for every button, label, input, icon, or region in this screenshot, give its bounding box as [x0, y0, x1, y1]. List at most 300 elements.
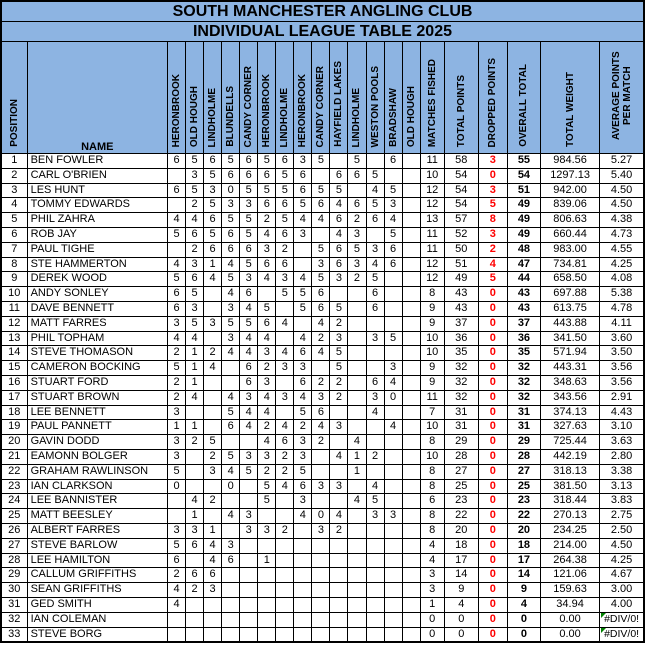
total-weight-cell[interactable]: 381.50 — [540, 479, 599, 494]
venue-score-cell[interactable]: 5 — [240, 257, 258, 272]
venue-score-cell[interactable]: 5 — [330, 346, 348, 361]
venue-score-cell[interactable]: 3 — [294, 154, 312, 169]
venue-score-cell[interactable] — [204, 405, 222, 420]
venue-score-cell[interactable]: 3 — [276, 390, 294, 405]
venue-score-cell[interactable] — [204, 420, 222, 435]
venue-score-cell[interactable]: 6 — [168, 183, 186, 198]
average-points-cell[interactable]: 4.38 — [600, 213, 644, 228]
position-cell[interactable]: 27 — [1, 538, 27, 553]
venue-score-cell[interactable] — [384, 627, 402, 642]
venue-score-cell[interactable]: 5 — [186, 316, 204, 331]
venue-score-cell[interactable]: 3 — [330, 420, 348, 435]
name-cell[interactable]: IAN COLEMAN — [27, 612, 167, 627]
venue-score-cell[interactable]: 6 — [168, 553, 186, 568]
dropped-points-cell[interactable]: 0 — [478, 331, 507, 346]
venue-score-cell[interactable]: 6 — [276, 154, 294, 169]
column-header-dropped-points[interactable] — [478, 42, 507, 154]
column-header-old-hough[interactable] — [186, 42, 204, 154]
venue-score-cell[interactable]: 6 — [366, 213, 384, 228]
venue-score-cell[interactable]: 4 — [276, 346, 294, 361]
venue-score-cell[interactable]: 2 — [186, 583, 204, 598]
venue-score-cell[interactable] — [240, 435, 258, 450]
venue-score-cell[interactable] — [222, 494, 240, 509]
total-weight-cell[interactable]: 613.75 — [540, 301, 599, 316]
venue-score-cell[interactable]: 5 — [312, 242, 330, 257]
total-points-cell[interactable]: 0 — [444, 627, 478, 642]
venue-score-cell[interactable] — [276, 301, 294, 316]
venue-score-cell[interactable]: 4 — [384, 420, 402, 435]
venue-score-cell[interactable] — [402, 627, 420, 642]
venue-score-cell[interactable]: 5 — [312, 154, 330, 169]
overall-total-cell[interactable]: 31 — [507, 405, 540, 420]
venue-score-cell[interactable]: 5 — [222, 316, 240, 331]
total-weight-cell[interactable]: 318.13 — [540, 464, 599, 479]
venue-score-cell[interactable]: 5 — [294, 301, 312, 316]
dropped-points-cell[interactable]: 0 — [478, 612, 507, 627]
name-cell[interactable]: STUART FORD — [27, 375, 167, 390]
venue-score-cell[interactable] — [384, 346, 402, 361]
total-points-cell[interactable]: 49 — [444, 272, 478, 287]
position-cell[interactable]: 10 — [1, 287, 27, 302]
average-points-cell[interactable]: 4.55 — [600, 242, 644, 257]
venue-score-cell[interactable]: 6 — [240, 361, 258, 376]
venue-score-cell[interactable] — [330, 287, 348, 302]
position-cell[interactable]: 15 — [1, 361, 27, 376]
name-cell[interactable]: LES HUNT — [27, 183, 167, 198]
matches-fished-cell[interactable]: 10 — [420, 420, 444, 435]
dropped-points-cell[interactable]: 0 — [478, 168, 507, 183]
name-cell[interactable]: STUART BROWN — [27, 390, 167, 405]
venue-score-cell[interactable]: 3 — [222, 198, 240, 213]
overall-total-cell[interactable]: 17 — [507, 553, 540, 568]
overall-total-cell[interactable]: 51 — [507, 183, 540, 198]
overall-total-cell[interactable]: 32 — [507, 390, 540, 405]
venue-score-cell[interactable]: 4 — [168, 597, 186, 612]
venue-score-cell[interactable]: 4 — [258, 435, 276, 450]
venue-score-cell[interactable]: 1 — [348, 464, 366, 479]
overall-total-cell[interactable]: 35 — [507, 346, 540, 361]
matches-fished-cell[interactable]: 12 — [420, 183, 444, 198]
venue-score-cell[interactable] — [312, 553, 330, 568]
venue-score-cell[interactable] — [222, 375, 240, 390]
venue-score-cell[interactable] — [348, 523, 366, 538]
column-header-heronbrook[interactable] — [168, 42, 186, 154]
venue-score-cell[interactable] — [348, 553, 366, 568]
overall-total-cell[interactable]: 55 — [507, 154, 540, 169]
venue-score-cell[interactable] — [312, 361, 330, 376]
dropped-points-cell[interactable]: 0 — [478, 509, 507, 524]
venue-score-cell[interactable]: 6 — [312, 405, 330, 420]
average-points-cell[interactable]: 4.11 — [600, 316, 644, 331]
dropped-points-cell[interactable]: 5 — [478, 272, 507, 287]
venue-score-cell[interactable]: 3 — [258, 346, 276, 361]
average-points-cell[interactable]: 3.50 — [600, 346, 644, 361]
venue-score-cell[interactable]: 4 — [294, 213, 312, 228]
venue-score-cell[interactable]: 6 — [312, 301, 330, 316]
venue-score-cell[interactable]: 6 — [384, 257, 402, 272]
matches-fished-cell[interactable]: 3 — [420, 583, 444, 598]
venue-score-cell[interactable] — [348, 316, 366, 331]
venue-score-cell[interactable]: 4 — [312, 420, 330, 435]
average-points-cell[interactable]: 3.83 — [600, 494, 644, 509]
venue-score-cell[interactable] — [330, 612, 348, 627]
venue-score-cell[interactable]: 6 — [330, 242, 348, 257]
venue-score-cell[interactable]: 4 — [240, 301, 258, 316]
venue-score-cell[interactable]: 5 — [384, 183, 402, 198]
venue-score-cell[interactable] — [366, 420, 384, 435]
venue-score-cell[interactable] — [294, 627, 312, 642]
venue-score-cell[interactable] — [240, 479, 258, 494]
venue-score-cell[interactable]: 5 — [186, 154, 204, 169]
name-cell[interactable]: PHIL ZAHRA — [27, 213, 167, 228]
name-cell[interactable]: IAN CLARKSON — [27, 479, 167, 494]
venue-score-cell[interactable] — [402, 494, 420, 509]
venue-score-cell[interactable]: 2 — [204, 494, 222, 509]
venue-score-cell[interactable] — [330, 538, 348, 553]
venue-score-cell[interactable]: 6 — [384, 242, 402, 257]
venue-score-cell[interactable] — [222, 597, 240, 612]
matches-fished-cell[interactable]: 1 — [420, 597, 444, 612]
venue-score-cell[interactable]: 6 — [222, 168, 240, 183]
venue-score-cell[interactable]: 3 — [258, 449, 276, 464]
venue-score-cell[interactable]: 6 — [330, 257, 348, 272]
venue-score-cell[interactable]: 4 — [330, 449, 348, 464]
venue-score-cell[interactable]: 5 — [240, 183, 258, 198]
overall-total-cell[interactable]: 54 — [507, 168, 540, 183]
venue-score-cell[interactable]: 4 — [222, 257, 240, 272]
column-header-heronbrook[interactable] — [258, 42, 276, 154]
dropped-points-cell[interactable]: 0 — [478, 361, 507, 376]
venue-score-cell[interactable] — [240, 597, 258, 612]
venue-score-cell[interactable] — [222, 435, 240, 450]
venue-score-cell[interactable]: 3 — [240, 390, 258, 405]
venue-score-cell[interactable] — [186, 597, 204, 612]
venue-score-cell[interactable] — [348, 538, 366, 553]
matches-fished-cell[interactable]: 9 — [420, 375, 444, 390]
total-points-cell[interactable]: 54 — [444, 198, 478, 213]
venue-score-cell[interactable]: 6 — [186, 538, 204, 553]
venue-score-cell[interactable] — [348, 597, 366, 612]
dropped-points-cell[interactable]: 0 — [478, 494, 507, 509]
venue-score-cell[interactable] — [204, 597, 222, 612]
venue-score-cell[interactable]: 5 — [366, 168, 384, 183]
venue-score-cell[interactable]: 4 — [276, 420, 294, 435]
venue-score-cell[interactable]: 3 — [294, 361, 312, 376]
venue-score-cell[interactable] — [222, 627, 240, 642]
venue-score-cell[interactable]: 5 — [240, 227, 258, 242]
overall-total-cell[interactable]: 43 — [507, 301, 540, 316]
total-points-cell[interactable]: 27 — [444, 464, 478, 479]
venue-score-cell[interactable]: 6 — [348, 198, 366, 213]
venue-score-cell[interactable] — [402, 272, 420, 287]
name-cell[interactable]: CARL O'BRIEN — [27, 168, 167, 183]
position-cell[interactable]: 30 — [1, 583, 27, 598]
average-points-cell[interactable]: 2.80 — [600, 449, 644, 464]
venue-score-cell[interactable]: 1 — [186, 346, 204, 361]
venue-score-cell[interactable]: 4 — [330, 509, 348, 524]
total-weight-cell[interactable]: 806.63 — [540, 213, 599, 228]
venue-score-cell[interactable] — [330, 583, 348, 598]
venue-score-cell[interactable]: 6 — [258, 198, 276, 213]
overall-total-cell[interactable]: 44 — [507, 272, 540, 287]
venue-score-cell[interactable] — [312, 227, 330, 242]
venue-score-cell[interactable] — [402, 612, 420, 627]
venue-score-cell[interactable]: 4 — [204, 553, 222, 568]
venue-score-cell[interactable] — [330, 494, 348, 509]
name-cell[interactable]: GED SMITH — [27, 597, 167, 612]
venue-score-cell[interactable]: 6 — [240, 242, 258, 257]
venue-score-cell[interactable] — [366, 523, 384, 538]
venue-score-cell[interactable]: 5 — [276, 213, 294, 228]
venue-score-cell[interactable]: 4 — [186, 331, 204, 346]
total-points-cell[interactable]: 17 — [444, 553, 478, 568]
overall-total-cell[interactable]: 9 — [507, 583, 540, 598]
venue-score-cell[interactable] — [222, 612, 240, 627]
venue-score-cell[interactable] — [294, 523, 312, 538]
venue-score-cell[interactable]: 2 — [294, 420, 312, 435]
overall-total-cell[interactable]: 43 — [507, 287, 540, 302]
position-cell[interactable]: 17 — [1, 390, 27, 405]
venue-score-cell[interactable]: 4 — [366, 405, 384, 420]
average-points-cell[interactable]: 4.78 — [600, 301, 644, 316]
venue-score-cell[interactable] — [240, 494, 258, 509]
matches-fished-cell[interactable]: 8 — [420, 509, 444, 524]
venue-score-cell[interactable]: 5 — [222, 213, 240, 228]
venue-score-cell[interactable] — [366, 435, 384, 450]
venue-score-cell[interactable] — [276, 494, 294, 509]
venue-score-cell[interactable] — [204, 509, 222, 524]
venue-score-cell[interactable]: 6 — [222, 227, 240, 242]
venue-score-cell[interactable] — [402, 375, 420, 390]
position-cell[interactable]: 14 — [1, 346, 27, 361]
venue-score-cell[interactable] — [330, 154, 348, 169]
venue-score-cell[interactable]: 6 — [258, 168, 276, 183]
dropped-points-cell[interactable]: 2 — [478, 242, 507, 257]
name-cell[interactable]: DAVE BENNETT — [27, 301, 167, 316]
venue-score-cell[interactable]: 6 — [168, 301, 186, 316]
venue-score-cell[interactable] — [294, 583, 312, 598]
average-points-cell[interactable]: 3.13 — [600, 479, 644, 494]
venue-score-cell[interactable] — [348, 420, 366, 435]
venue-score-cell[interactable]: 3 — [168, 316, 186, 331]
venue-score-cell[interactable]: 3 — [168, 449, 186, 464]
total-points-cell[interactable]: 57 — [444, 213, 478, 228]
total-weight-cell[interactable]: 660.44 — [540, 227, 599, 242]
venue-score-cell[interactable]: 5 — [258, 183, 276, 198]
venue-score-cell[interactable] — [402, 287, 420, 302]
average-points-cell[interactable]: 2.50 — [600, 523, 644, 538]
venue-score-cell[interactable] — [402, 227, 420, 242]
total-weight-cell[interactable]: 1297.13 — [540, 168, 599, 183]
average-points-cell[interactable]: 4.73 — [600, 227, 644, 242]
venue-score-cell[interactable] — [366, 627, 384, 642]
venue-score-cell[interactable]: 6 — [240, 375, 258, 390]
venue-score-cell[interactable] — [276, 405, 294, 420]
column-header-bradshaw[interactable] — [384, 42, 402, 154]
total-weight-cell[interactable]: 264.38 — [540, 553, 599, 568]
venue-score-cell[interactable]: 6 — [204, 568, 222, 583]
total-weight-cell[interactable]: 658.50 — [540, 272, 599, 287]
venue-score-cell[interactable]: 6 — [276, 198, 294, 213]
venue-score-cell[interactable]: 2 — [330, 316, 348, 331]
venue-score-cell[interactable] — [348, 405, 366, 420]
venue-score-cell[interactable] — [168, 198, 186, 213]
matches-fished-cell[interactable]: 3 — [420, 568, 444, 583]
venue-score-cell[interactable]: 3 — [312, 523, 330, 538]
venue-score-cell[interactable]: 3 — [330, 479, 348, 494]
venue-score-cell[interactable] — [402, 168, 420, 183]
position-cell[interactable]: 25 — [1, 509, 27, 524]
venue-score-cell[interactable] — [402, 435, 420, 450]
venue-score-cell[interactable]: 3 — [222, 331, 240, 346]
position-cell[interactable]: 22 — [1, 464, 27, 479]
venue-score-cell[interactable]: 4 — [240, 346, 258, 361]
venue-score-cell[interactable]: 2 — [168, 568, 186, 583]
total-weight-cell[interactable]: 725.44 — [540, 435, 599, 450]
venue-score-cell[interactable]: 3 — [312, 479, 330, 494]
overall-total-cell[interactable]: 0 — [507, 627, 540, 642]
dropped-points-cell[interactable]: 0 — [478, 390, 507, 405]
venue-score-cell[interactable] — [222, 568, 240, 583]
venue-score-cell[interactable]: 3 — [222, 301, 240, 316]
venue-score-cell[interactable]: 2 — [258, 420, 276, 435]
venue-score-cell[interactable]: 1 — [186, 361, 204, 376]
venue-score-cell[interactable]: 2 — [312, 375, 330, 390]
venue-score-cell[interactable]: 3 — [294, 227, 312, 242]
venue-score-cell[interactable] — [402, 316, 420, 331]
overall-total-cell[interactable]: 32 — [507, 361, 540, 376]
venue-score-cell[interactable]: 2 — [312, 435, 330, 450]
venue-score-cell[interactable] — [348, 390, 366, 405]
venue-score-cell[interactable]: 4 — [312, 316, 330, 331]
average-points-cell[interactable]: 3.00 — [600, 583, 644, 598]
column-header-weston-pools[interactable] — [366, 42, 384, 154]
venue-score-cell[interactable] — [366, 568, 384, 583]
venue-score-cell[interactable]: 6 — [204, 154, 222, 169]
position-cell[interactable]: 8 — [1, 257, 27, 272]
venue-score-cell[interactable] — [348, 361, 366, 376]
venue-score-cell[interactable] — [312, 168, 330, 183]
venue-score-cell[interactable] — [222, 361, 240, 376]
venue-score-cell[interactable] — [402, 213, 420, 228]
name-cell[interactable]: LEE BANNISTER — [27, 494, 167, 509]
venue-score-cell[interactable]: 3 — [240, 449, 258, 464]
name-cell[interactable]: ALBERT FARRES — [27, 523, 167, 538]
venue-score-cell[interactable] — [276, 509, 294, 524]
venue-score-cell[interactable]: 6 — [348, 168, 366, 183]
venue-score-cell[interactable]: 4 — [258, 405, 276, 420]
average-points-cell[interactable] — [600, 612, 644, 627]
venue-score-cell[interactable] — [348, 568, 366, 583]
venue-score-cell[interactable]: 4 — [240, 420, 258, 435]
venue-score-cell[interactable]: 3 — [168, 435, 186, 450]
venue-score-cell[interactable]: 6 — [366, 287, 384, 302]
total-points-cell[interactable]: 4 — [444, 597, 478, 612]
venue-score-cell[interactable]: 5 — [186, 287, 204, 302]
venue-score-cell[interactable] — [204, 287, 222, 302]
venue-score-cell[interactable]: 4 — [312, 346, 330, 361]
venue-score-cell[interactable]: 3 — [330, 331, 348, 346]
venue-score-cell[interactable] — [384, 494, 402, 509]
average-points-cell[interactable]: 4.67 — [600, 568, 644, 583]
venue-score-cell[interactable] — [348, 346, 366, 361]
position-cell[interactable]: 26 — [1, 523, 27, 538]
venue-score-cell[interactable] — [276, 612, 294, 627]
name-cell[interactable]: GRAHAM RAWLINSON — [27, 464, 167, 479]
venue-score-cell[interactable] — [384, 553, 402, 568]
venue-score-cell[interactable] — [402, 568, 420, 583]
venue-score-cell[interactable] — [348, 183, 366, 198]
venue-score-cell[interactable]: 6 — [294, 168, 312, 183]
venue-score-cell[interactable]: 5 — [240, 316, 258, 331]
venue-score-cell[interactable]: 5 — [168, 227, 186, 242]
column-header-hayfield-lakes[interactable] — [330, 42, 348, 154]
matches-fished-cell[interactable]: 11 — [420, 227, 444, 242]
overall-total-cell[interactable]: 48 — [507, 242, 540, 257]
column-header-lindholme[interactable] — [204, 42, 222, 154]
average-points-cell[interactable]: 4.50 — [600, 198, 644, 213]
venue-score-cell[interactable] — [258, 509, 276, 524]
dropped-points-cell[interactable]: 0 — [478, 627, 507, 642]
venue-score-cell[interactable] — [384, 612, 402, 627]
venue-score-cell[interactable] — [384, 523, 402, 538]
total-weight-cell[interactable]: 734.81 — [540, 257, 599, 272]
name-cell[interactable]: STE HAMMERTON — [27, 257, 167, 272]
average-points-cell[interactable]: 3.38 — [600, 464, 644, 479]
venue-score-cell[interactable]: 4 — [186, 390, 204, 405]
venue-score-cell[interactable]: 6 — [276, 435, 294, 450]
average-points-cell[interactable]: 5.40 — [600, 168, 644, 183]
position-cell[interactable]: 32 — [1, 612, 27, 627]
venue-score-cell[interactable] — [402, 509, 420, 524]
venue-score-cell[interactable]: 6 — [366, 301, 384, 316]
dropped-points-cell[interactable]: 0 — [478, 523, 507, 538]
venue-score-cell[interactable] — [402, 523, 420, 538]
venue-score-cell[interactable]: 3 — [186, 168, 204, 183]
venue-score-cell[interactable]: 5 — [222, 449, 240, 464]
total-points-cell[interactable]: 37 — [444, 316, 478, 331]
venue-score-cell[interactable] — [258, 568, 276, 583]
matches-fished-cell[interactable]: 12 — [420, 257, 444, 272]
total-weight-cell[interactable]: 348.63 — [540, 375, 599, 390]
venue-score-cell[interactable]: 2 — [276, 523, 294, 538]
venue-score-cell[interactable]: 3 — [240, 509, 258, 524]
total-points-cell[interactable]: 35 — [444, 346, 478, 361]
venue-score-cell[interactable]: 5 — [294, 287, 312, 302]
venue-score-cell[interactable] — [240, 553, 258, 568]
average-points-cell[interactable]: 3.56 — [600, 375, 644, 390]
position-cell[interactable]: 7 — [1, 242, 27, 257]
total-weight-cell[interactable]: 984.56 — [540, 154, 599, 169]
matches-fished-cell[interactable]: 11 — [420, 390, 444, 405]
venue-score-cell[interactable]: 2 — [168, 390, 186, 405]
total-weight-cell[interactable]: 327.63 — [540, 420, 599, 435]
total-weight-cell[interactable]: 374.13 — [540, 405, 599, 420]
matches-fished-cell[interactable]: 8 — [420, 287, 444, 302]
venue-score-cell[interactable] — [186, 449, 204, 464]
venue-score-cell[interactable]: 6 — [186, 272, 204, 287]
venue-score-cell[interactable] — [240, 568, 258, 583]
venue-score-cell[interactable]: 2 — [330, 390, 348, 405]
venue-score-cell[interactable]: 3 — [312, 390, 330, 405]
venue-score-cell[interactable]: 4 — [276, 479, 294, 494]
venue-score-cell[interactable] — [330, 627, 348, 642]
venue-score-cell[interactable] — [330, 568, 348, 583]
total-weight-cell[interactable]: 0.00 — [540, 612, 599, 627]
venue-score-cell[interactable]: 2 — [168, 346, 186, 361]
venue-score-cell[interactable] — [402, 479, 420, 494]
venue-score-cell[interactable]: 6 — [294, 479, 312, 494]
